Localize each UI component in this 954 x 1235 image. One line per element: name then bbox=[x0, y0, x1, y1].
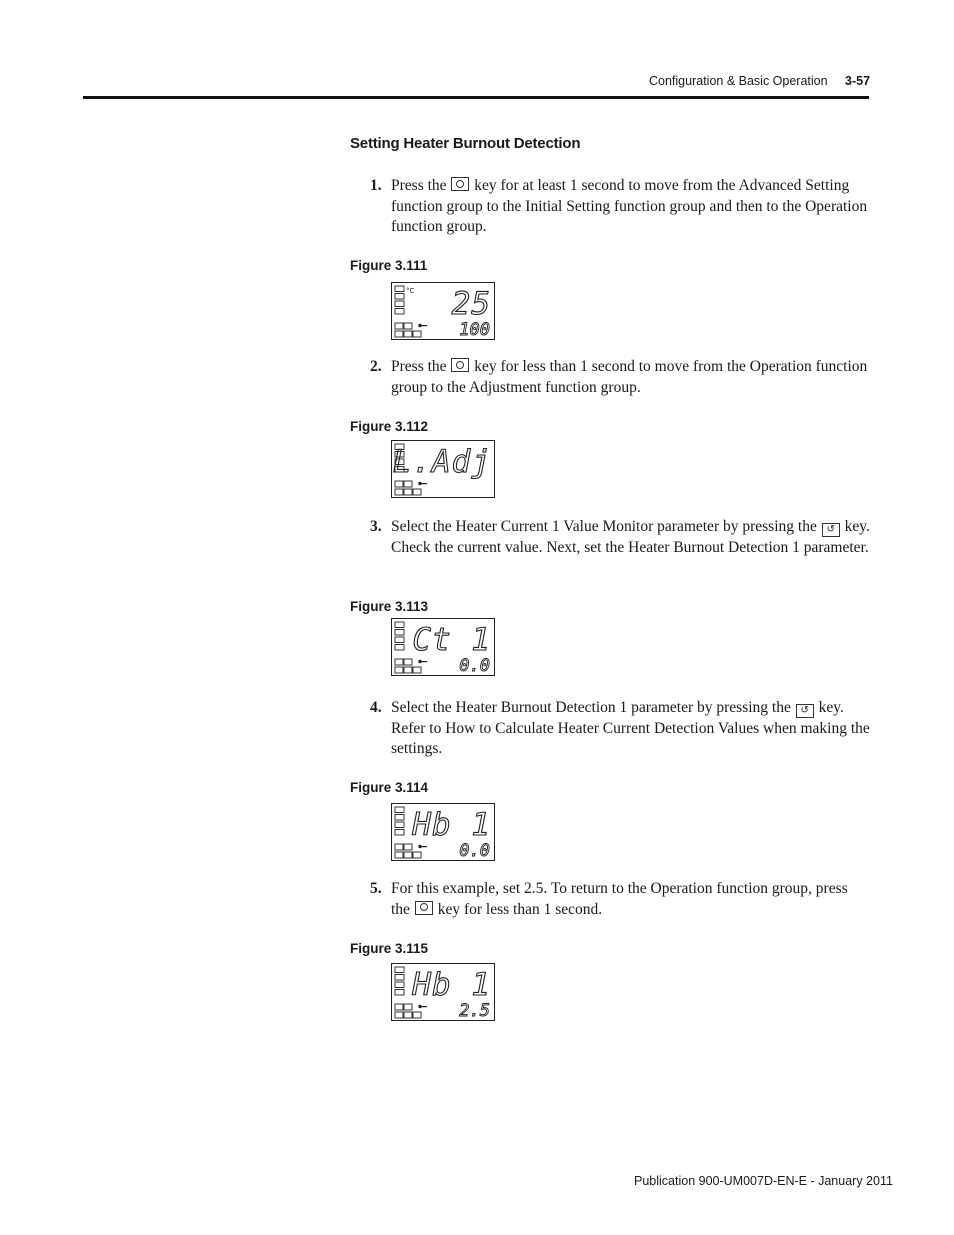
status-indicator bbox=[395, 1004, 403, 1010]
step-number: 5. bbox=[370, 880, 382, 897]
step-text bbox=[391, 698, 870, 760]
status-indicator bbox=[395, 830, 404, 836]
status-indicator bbox=[404, 481, 412, 487]
status-indicator bbox=[413, 331, 421, 337]
key-lock-icon bbox=[421, 1006, 427, 1007]
lcd-display bbox=[391, 963, 495, 1021]
status-indicator bbox=[395, 844, 403, 850]
status-indicator bbox=[404, 852, 412, 858]
lcd-main-readout: L.Adj bbox=[392, 444, 491, 480]
step-text-part: key for at least 1 second to move from the Advanced Setting function group to the Initial Setting function group and then to the Operation function group. bbox=[391, 177, 868, 235]
lcd-sub-readout: 0.0 bbox=[459, 656, 490, 675]
mode-key-icon bbox=[415, 901, 433, 915]
lcd-svg bbox=[392, 441, 494, 497]
status-indicator bbox=[395, 667, 403, 673]
step-text-part: key for less than 1 second. bbox=[433, 900, 603, 918]
status-indicator bbox=[395, 852, 403, 858]
status-indicator bbox=[413, 1012, 421, 1018]
mode-key-icon bbox=[451, 358, 469, 372]
status-indicator bbox=[395, 815, 404, 821]
page-number: 3-57 bbox=[845, 74, 871, 88]
status-indicator bbox=[395, 323, 403, 329]
step-text-part: Press the bbox=[391, 177, 451, 194]
status-indicator bbox=[395, 645, 404, 651]
status-indicator bbox=[395, 294, 404, 300]
step-text bbox=[391, 357, 870, 398]
status-indicator bbox=[404, 331, 412, 337]
step-text-part: key for less than 1 second to move from the Operation function group to the Adjustment function group. bbox=[391, 358, 868, 396]
status-indicator bbox=[395, 622, 404, 628]
lcd-unit: °C bbox=[406, 287, 415, 295]
figure-label: Figure 3.112 bbox=[350, 419, 429, 434]
status-indicator bbox=[395, 659, 403, 665]
status-indicator bbox=[395, 1012, 403, 1018]
lcd-svg bbox=[392, 283, 494, 339]
step-text-part: key. Refer to How to Calculate Heater Current Detection Values when making the settings. bbox=[391, 699, 870, 757]
lcd-display bbox=[391, 803, 495, 861]
header-rule bbox=[83, 96, 869, 99]
status-indicator bbox=[395, 286, 404, 292]
status-indicator bbox=[404, 489, 412, 495]
status-indicator bbox=[395, 331, 403, 337]
step-number: 3. bbox=[370, 518, 382, 535]
lcd-display bbox=[391, 618, 495, 676]
status-indicator bbox=[395, 481, 403, 487]
status-indicator bbox=[395, 309, 404, 315]
status-indicator bbox=[395, 630, 404, 636]
step-text bbox=[391, 879, 870, 920]
lcd-svg bbox=[392, 964, 494, 1020]
cycle-key-icon: ↺ bbox=[822, 523, 840, 537]
step-3 bbox=[370, 517, 870, 558]
lcd-svg bbox=[392, 804, 494, 860]
status-indicator bbox=[413, 667, 421, 673]
lcd-main-readout: Ct 1 bbox=[412, 622, 491, 658]
section-title: Setting Heater Burnout Detection bbox=[350, 135, 581, 152]
status-indicator bbox=[395, 489, 403, 495]
figure-label: Figure 3.111 bbox=[350, 258, 428, 273]
status-indicator bbox=[395, 990, 404, 996]
step-number: 1. bbox=[370, 177, 382, 194]
lcd-sub-readout: 100 bbox=[459, 320, 490, 339]
cycle-key-icon: ↺ bbox=[796, 704, 814, 718]
status-indicator bbox=[395, 637, 404, 643]
step-text bbox=[391, 176, 870, 238]
status-indicator bbox=[404, 667, 412, 673]
status-indicator bbox=[413, 852, 421, 858]
lcd-main-readout: Hb 1 bbox=[412, 807, 491, 843]
step-2 bbox=[370, 357, 870, 398]
lcd-svg bbox=[392, 619, 494, 675]
step-4 bbox=[370, 698, 870, 760]
status-indicator bbox=[395, 975, 404, 981]
publication-footer: Publication 900-UM007D-EN-E - January 2011 bbox=[634, 1174, 893, 1188]
status-indicator bbox=[395, 822, 404, 828]
mode-key-icon bbox=[451, 177, 469, 191]
lcd-display bbox=[391, 440, 495, 498]
step-text-part: key. Check the current value. Next, set the Heater Burnout Detection 1 parameter. bbox=[391, 518, 870, 556]
step-text-part: Press the bbox=[391, 358, 451, 375]
key-lock-icon bbox=[421, 846, 427, 847]
step-5 bbox=[370, 879, 870, 920]
lcd-sub-readout: 0.0 bbox=[459, 841, 490, 860]
status-indicator bbox=[404, 1012, 412, 1018]
step-1 bbox=[370, 176, 870, 238]
status-indicator bbox=[395, 301, 404, 307]
step-number: 2. bbox=[370, 358, 382, 375]
step-text-part: For this example, set 2.5. To return to the Operation function group, press the bbox=[391, 880, 848, 918]
step-text-part: Select the Heater Burnout Detection 1 parameter by pressing the bbox=[391, 699, 795, 716]
lcd-main-readout: Hb 1 bbox=[412, 967, 491, 1003]
figure-label: Figure 3.115 bbox=[350, 941, 429, 956]
key-lock-icon bbox=[421, 325, 427, 326]
status-indicator bbox=[404, 323, 412, 329]
status-indicator bbox=[395, 807, 404, 813]
figure-label: Figure 3.113 bbox=[350, 599, 429, 614]
status-indicator bbox=[395, 967, 404, 973]
key-lock-icon bbox=[421, 661, 427, 662]
lcd-sub-readout: 2.5 bbox=[459, 1001, 490, 1020]
status-indicator bbox=[404, 844, 412, 850]
status-indicator bbox=[404, 1004, 412, 1010]
lcd-main-readout: 25 bbox=[451, 286, 491, 322]
step-text bbox=[391, 517, 870, 558]
status-indicator bbox=[395, 982, 404, 988]
key-lock-icon bbox=[421, 483, 427, 484]
status-indicator bbox=[404, 659, 412, 665]
lcd-display bbox=[391, 282, 495, 340]
figure-label: Figure 3.114 bbox=[350, 780, 429, 795]
running-header-title: Configuration & Basic Operation bbox=[649, 74, 828, 88]
step-number: 4. bbox=[370, 699, 382, 716]
step-text-part: Select the Heater Current 1 Value Monitor parameter by pressing the bbox=[391, 518, 821, 535]
status-indicator bbox=[413, 489, 421, 495]
